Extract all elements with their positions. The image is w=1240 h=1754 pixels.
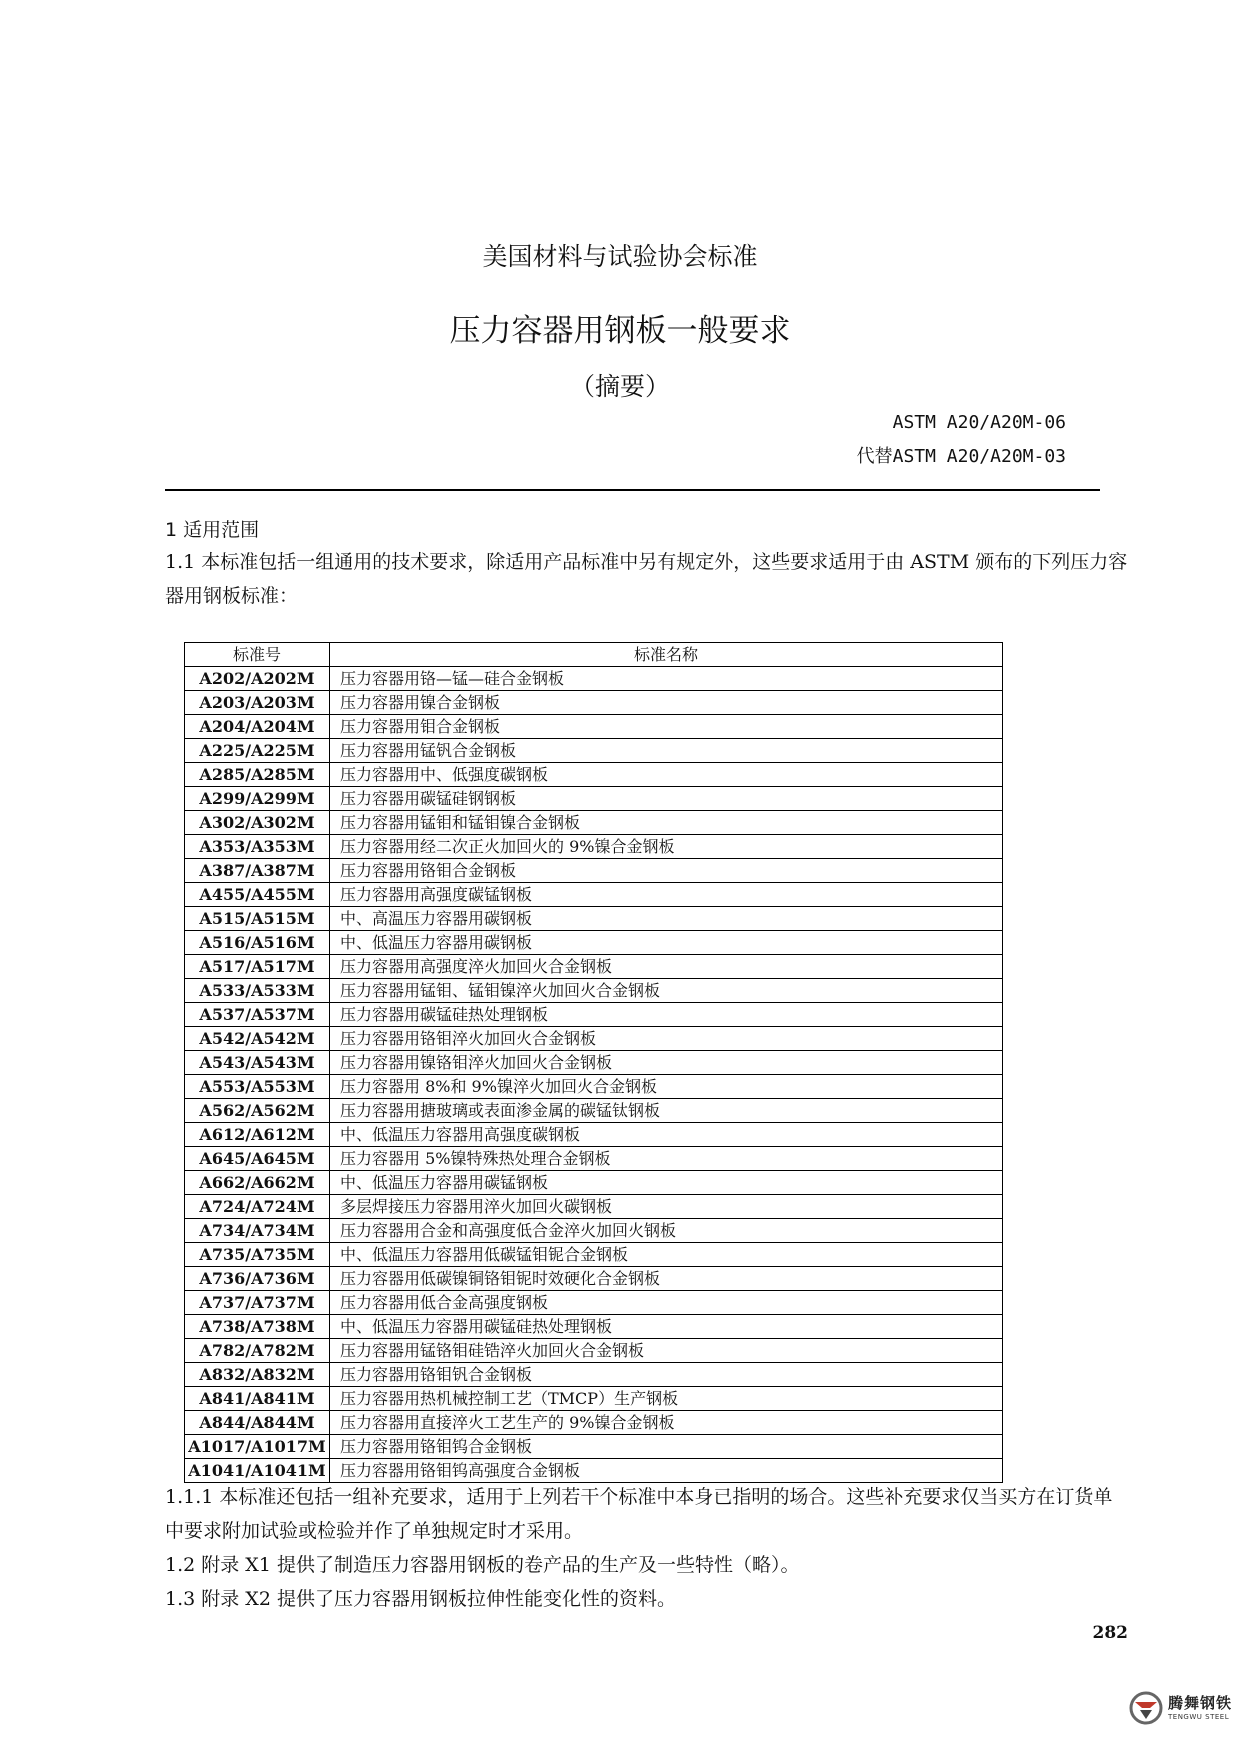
standard-name-cell: 压力容器用锰铬钼硅锆淬火加回火合金钢板 (330, 1339, 1003, 1363)
standard-name-cell: 中、低温压力容器用碳锰硅热处理钢板 (330, 1315, 1003, 1339)
table-row (185, 691, 1003, 715)
standard-name-cell: 压力容器用铬钼钒合金钢板 (330, 1363, 1003, 1387)
standard-number-cell: A517/A517M (185, 955, 330, 979)
standard-number-cell: A455/A455M (185, 883, 330, 907)
standard-number-cell: A299/A299M (185, 787, 330, 811)
document-title: 压力容器用钢板一般要求 (449, 313, 791, 349)
standard-number-cell: A543/A543M (185, 1051, 330, 1075)
standard-number-cell: A1041/A1041M (185, 1459, 330, 1483)
standard-name-cell: 压力容器用高强度碳锰钢板 (330, 883, 1003, 907)
standard-number-cell: A734/A734M (185, 1219, 330, 1243)
document-subtitle: （摘要） (569, 372, 670, 401)
paragraph-1-1: 1.1 本标准包括一组通用的技术要求，除适用产品标准中另有规定外，这些要求适用于由 ASTM 颁布的下列压力容器用钢板标准： (165, 551, 1128, 607)
table-row (185, 979, 1003, 1003)
standard-name-cell: 压力容器用钼合金钢板 (330, 715, 1003, 739)
standard-name-cell: 压力容器用铬钼合金钢板 (330, 859, 1003, 883)
paragraph-1-3: 1.3 附录 X2 提供了压力容器用钢板拉伸性能变化性的资料。 (165, 1588, 676, 1610)
standard-name-cell: 压力容器用碳锰硅热处理钢板 (330, 1003, 1003, 1027)
table-row (185, 667, 1003, 691)
table-row (185, 1339, 1003, 1363)
standard-name-cell: 压力容器用合金和高强度低合金淬火加回火钢板 (330, 1219, 1003, 1243)
table-row (185, 1411, 1003, 1435)
table-row (185, 859, 1003, 883)
table-row (185, 1051, 1003, 1075)
standard-name-cell: 中、低温压力容器用高强度碳钢板 (330, 1123, 1003, 1147)
logo-name-en: TENGWU STEEL (1168, 1712, 1230, 1721)
table-row (185, 1387, 1003, 1411)
standard-name-cell: 压力容器用 8%和 9%镍淬火加回火合金钢板 (330, 1075, 1003, 1099)
table-row (185, 715, 1003, 739)
replaces-standard: 代替ASTM A20/A20M-03 (856, 446, 1066, 467)
standard-number-cell: A662/A662M (185, 1171, 330, 1195)
table-row (185, 931, 1003, 955)
standard-name-cell: 压力容器用铬—锰—硅合金钢板 (330, 667, 1003, 691)
standard-number-cell: A516/A516M (185, 931, 330, 955)
standard-name-cell: 多层焊接压力容器用淬火加回火碳钢板 (330, 1195, 1003, 1219)
column-header-name: 标准名称 (330, 643, 1003, 667)
header-divider (165, 489, 1100, 491)
standard-number-cell: A204/A204M (185, 715, 330, 739)
paragraph-1-1-1: 1.1.1 本标准还包括一组补充要求，适用于上列若干个标准中本身已指明的场合。这些补充要求仅当买方在订货单中要求附加试验或检验并作了单独规定时才采用。 (165, 1486, 1113, 1542)
standard-number-cell: A225/A225M (185, 739, 330, 763)
standard-number-cell: A1017/A1017M (185, 1435, 330, 1459)
table-row (185, 787, 1003, 811)
standard-number-cell: A515/A515M (185, 907, 330, 931)
standard-number-cell: A645/A645M (185, 1147, 330, 1171)
standard-number-cell: A782/A782M (185, 1339, 330, 1363)
standard-number-cell: A738/A738M (185, 1315, 330, 1339)
standard-name-cell: 压力容器用锰钒合金钢板 (330, 739, 1003, 763)
table-row (185, 1363, 1003, 1387)
organization-title: 美国材料与试验协会标准 (482, 242, 758, 271)
standard-name-cell: 中、低温压力容器用碳锰钢板 (330, 1171, 1003, 1195)
standard-number-cell: A612/A612M (185, 1123, 330, 1147)
column-header-code: 标准号 (185, 643, 330, 667)
standard-name-cell: 压力容器用镍合金钢板 (330, 691, 1003, 715)
company-logo (1128, 1690, 1232, 1726)
standard-number-cell: A387/A387M (185, 859, 330, 883)
standard-name-cell: 压力容器用中、低强度碳钢板 (330, 763, 1003, 787)
standard-name-cell: 中、低温压力容器用低碳锰钼铌合金钢板 (330, 1243, 1003, 1267)
standard-number-cell: A724/A724M (185, 1195, 330, 1219)
standard-name-cell: 压力容器用镍铬钼淬火加回火合金钢板 (330, 1051, 1003, 1075)
standard-number-cell: A533/A533M (185, 979, 330, 1003)
standard-name-cell: 压力容器用热机械控制工艺（TMCP）生产钢板 (330, 1387, 1003, 1411)
table-row (185, 1075, 1003, 1099)
standard-number-cell: A553/A553M (185, 1075, 330, 1099)
table-row (185, 1147, 1003, 1171)
standard-code: ASTM A20/A20M-06 (892, 412, 1066, 433)
table-row (185, 1315, 1003, 1339)
table-row (185, 1099, 1003, 1123)
table-row (185, 811, 1003, 835)
logo-mark-icon (1128, 1690, 1164, 1726)
standard-number-cell: A285/A285M (185, 763, 330, 787)
standard-number-cell: A841/A841M (185, 1387, 330, 1411)
standard-name-cell: 压力容器用 5%镍特殊热处理合金钢板 (330, 1147, 1003, 1171)
standard-number-cell: A542/A542M (185, 1027, 330, 1051)
standard-number-cell: A537/A537M (185, 1003, 330, 1027)
standard-name-cell: 压力容器用搪玻璃或表面渗金属的碳锰钛钢板 (330, 1099, 1003, 1123)
standard-name-cell: 压力容器用直接淬火工艺生产的 9%镍合金钢板 (330, 1411, 1003, 1435)
table-row (185, 955, 1003, 979)
standard-name-cell: 压力容器用高强度淬火加回火合金钢板 (330, 955, 1003, 979)
page-number: 282 (1092, 1623, 1128, 1643)
standard-number-cell: A735/A735M (185, 1243, 330, 1267)
logo-name-cn: 腾舞钢铁 (1168, 1693, 1233, 1712)
table-row (185, 907, 1003, 931)
table-row (185, 1435, 1003, 1459)
section-heading: 1 适用范围 (165, 519, 260, 541)
paragraph-1-2: 1.2 附录 X1 提供了制造压力容器用钢板的卷产品的生产及一些特性（略）。 (165, 1554, 800, 1576)
table-row (185, 1027, 1003, 1051)
table-row (185, 1195, 1003, 1219)
table-row (185, 1171, 1003, 1195)
standard-name-cell: 压力容器用锰钼和锰钼镍合金钢板 (330, 811, 1003, 835)
standard-name-cell: 压力容器用铬钼钨合金钢板 (330, 1435, 1003, 1459)
standard-name-cell: 压力容器用铬钼钨高强度合金钢板 (330, 1459, 1003, 1483)
standard-number-cell: A302/A302M (185, 811, 330, 835)
standard-name-cell: 压力容器用低碳镍铜铬钼铌时效硬化合金钢板 (330, 1267, 1003, 1291)
standard-name-cell: 压力容器用锰钼、锰钼镍淬火加回火合金钢板 (330, 979, 1003, 1003)
table-row (185, 835, 1003, 859)
table-row (185, 1243, 1003, 1267)
table-row (185, 1459, 1003, 1483)
standard-number-cell: A353/A353M (185, 835, 330, 859)
table-row (185, 1003, 1003, 1027)
standard-number-cell: A737/A737M (185, 1291, 330, 1315)
standard-name-cell: 压力容器用碳锰硅钢钢板 (330, 787, 1003, 811)
standard-number-cell: A844/A844M (185, 1411, 330, 1435)
standard-name-cell: 压力容器用铬钼淬火加回火合金钢板 (330, 1027, 1003, 1051)
table-row (185, 1267, 1003, 1291)
standards-table (184, 642, 1003, 1483)
standard-number-cell: A203/A203M (185, 691, 330, 715)
standard-number-cell: A562/A562M (185, 1099, 330, 1123)
table-row (185, 883, 1003, 907)
table-row (185, 1291, 1003, 1315)
table-header-row (185, 643, 1003, 667)
standard-number-cell: A736/A736M (185, 1267, 330, 1291)
standard-name-cell: 压力容器用低合金高强度钢板 (330, 1291, 1003, 1315)
table-row (185, 1123, 1003, 1147)
standard-number-cell: A832/A832M (185, 1363, 330, 1387)
table-row (185, 739, 1003, 763)
standard-number-cell: A202/A202M (185, 667, 330, 691)
standard-name-cell: 中、高温压力容器用碳钢板 (330, 907, 1003, 931)
table-row (185, 1219, 1003, 1243)
table-row (185, 763, 1003, 787)
standard-name-cell: 压力容器用经二次正火加回火的 9%镍合金钢板 (330, 835, 1003, 859)
standard-name-cell: 中、低温压力容器用碳钢板 (330, 931, 1003, 955)
